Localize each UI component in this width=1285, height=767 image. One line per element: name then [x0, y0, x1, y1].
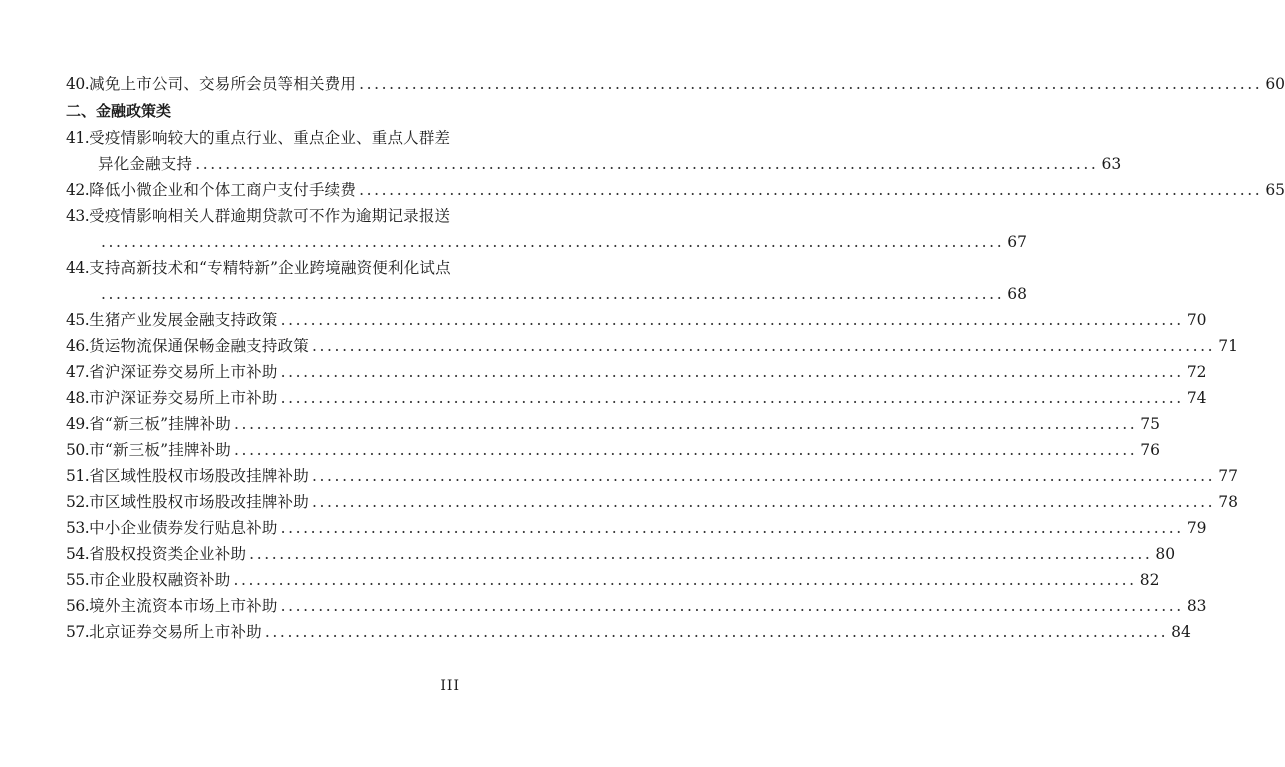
toc-entry[interactable]: [66, 567, 1160, 593]
page-number: III: [440, 678, 460, 694]
entry-number: 56.: [66, 597, 90, 615]
dot-leader: ........................................................................................................................: [101, 285, 1005, 303]
dot-leader: ........................................................................................................................: [280, 519, 1184, 537]
entry-page-number: 68: [1007, 285, 1027, 303]
toc-entry[interactable]: [66, 71, 1285, 97]
entry-title-continued: 异化金融支持: [98, 155, 193, 173]
dot-leader: ........................................................................................................................: [359, 181, 1263, 199]
entry-number: 46.: [66, 337, 90, 355]
dot-leader: ........................................................................................................................: [311, 467, 1216, 485]
dot-leader: ........................................................................................................................: [195, 155, 1099, 173]
entry-title: 支持高新技术和“专精特新”企业跨境融资便利化试点: [89, 259, 451, 277]
entry-title: 减免上市公司、交易所会员等相关费用: [89, 75, 357, 93]
toc-entry[interactable]: [66, 307, 1207, 333]
toc-entry[interactable]: [66, 437, 1160, 463]
entry-page-number: 84: [1171, 623, 1191, 641]
table-of-contents: [66, 71, 1285, 645]
entry-page-number: 63: [1101, 155, 1122, 173]
entry-page-number: 60: [1265, 75, 1285, 93]
entry-number: 53.: [66, 519, 90, 537]
entry-title: 境外主流资本市场上市补助: [89, 597, 278, 615]
dot-leader: ........................................................................................................................: [311, 337, 1216, 355]
entry-page-number: 71: [1218, 337, 1238, 355]
entry-page-number: 72: [1186, 363, 1207, 381]
entry-title: 降低小微企业和个体工商户支付手续费: [89, 181, 357, 199]
toc-entry[interactable]: [66, 593, 1207, 619]
entry-number: 54.: [66, 545, 90, 563]
entry-title: 市企业股权融资补助: [89, 571, 231, 589]
toc-entry[interactable]: [66, 255, 462, 281]
toc-entry[interactable]: [66, 333, 1238, 359]
entry-page-number: 80: [1155, 545, 1176, 563]
toc-entry[interactable]: [66, 359, 1207, 385]
entry-page-number: 75: [1140, 415, 1160, 433]
dot-leader: ........................................................................................................................: [280, 311, 1184, 329]
entry-number: 42.: [66, 181, 90, 199]
entry-title: 省“新三板”挂牌补助: [89, 415, 232, 433]
entry-number: 44.: [66, 259, 90, 277]
entry-title: 生猪产业发展金融支持政策: [89, 311, 278, 329]
entry-title: 中小企业债券发行贴息补助: [89, 519, 278, 537]
entry-page-number: 77: [1218, 467, 1238, 485]
toc-entry[interactable]: [66, 619, 1191, 645]
dot-leader: ........................................................................................................................: [234, 441, 1138, 459]
dot-leader: ........................................................................................................................: [233, 571, 1137, 589]
dot-leader: ........................................................................................................................: [280, 389, 1184, 407]
entry-page-number: 76: [1140, 441, 1160, 459]
entry-title: 市区域性股权市场股改挂牌补助: [89, 493, 309, 511]
entry-page-number: 79: [1186, 519, 1207, 537]
toc-entry[interactable]: [66, 489, 1238, 515]
entry-page-number: 67: [1007, 233, 1027, 251]
dot-leader: ........................................................................................................................: [311, 493, 1216, 511]
entry-title: 省股权投资类企业补助: [89, 545, 247, 563]
entry-number: 52.: [66, 493, 90, 511]
entry-title: 省沪深证券交易所上市补助: [89, 363, 278, 381]
entry-title: 省区域性股权市场股改挂牌补助: [89, 467, 309, 485]
entry-number: 41.: [66, 129, 90, 147]
entry-title: 北京证券交易所上市补助: [89, 623, 262, 641]
entry-number: 50.: [66, 441, 90, 459]
entry-number: 43.: [66, 207, 90, 225]
entry-page-number: 70: [1186, 311, 1207, 329]
entry-title: 货运物流保通保畅金融支持政策: [89, 337, 309, 355]
toc-entry-continuation[interactable]: [66, 151, 1122, 177]
entry-title: 市“新三板”挂牌补助: [89, 441, 232, 459]
toc-entry-continuation[interactable]: [66, 229, 1027, 255]
entry-title: 受疫情影响相关人群逾期贷款可不作为逾期记录报送: [89, 207, 451, 225]
dot-leader: ........................................................................................................................: [264, 623, 1169, 641]
dot-leader: ........................................................................................................................: [101, 233, 1005, 251]
entry-number: 55.: [66, 571, 90, 589]
toc-entry[interactable]: [66, 463, 1238, 489]
toc-entry[interactable]: [66, 515, 1207, 541]
dot-leader: ........................................................................................................................: [280, 597, 1184, 615]
dot-leader: ........................................................................................................................: [249, 545, 1153, 563]
entry-number: 51.: [66, 467, 90, 485]
section-heading: 二、金融政策类: [66, 102, 172, 120]
entry-page-number: 78: [1218, 493, 1238, 511]
dot-leader: ........................................................................................................................: [280, 363, 1184, 381]
toc-entry-continuation[interactable]: [66, 281, 1027, 307]
toc-entry[interactable]: [66, 411, 1160, 437]
entry-page-number: 83: [1186, 597, 1207, 615]
entry-title: 市沪深证券交易所上市补助: [89, 389, 278, 407]
dot-leader: ........................................................................................................................: [234, 415, 1138, 433]
entry-number: 57.: [66, 623, 90, 641]
entry-title: 受疫情影响较大的重点行业、重点企业、重点人群差: [89, 129, 451, 147]
dot-leader: ........................................................................................................................: [359, 75, 1263, 93]
entry-number: 48.: [66, 389, 90, 407]
entry-page-number: 74: [1186, 389, 1207, 407]
entry-page-number: 82: [1139, 571, 1160, 589]
entry-number: 49.: [66, 415, 90, 433]
entry-number: 45.: [66, 311, 90, 329]
entry-number: 47.: [66, 363, 90, 381]
entry-number: 40.: [66, 75, 90, 93]
toc-entry[interactable]: [66, 203, 462, 229]
toc-entry[interactable]: [66, 125, 462, 151]
toc-entry[interactable]: [66, 177, 1285, 203]
toc-entry[interactable]: [66, 385, 1207, 411]
entry-page-number: 65: [1265, 181, 1285, 199]
toc-entry[interactable]: [66, 541, 1176, 567]
